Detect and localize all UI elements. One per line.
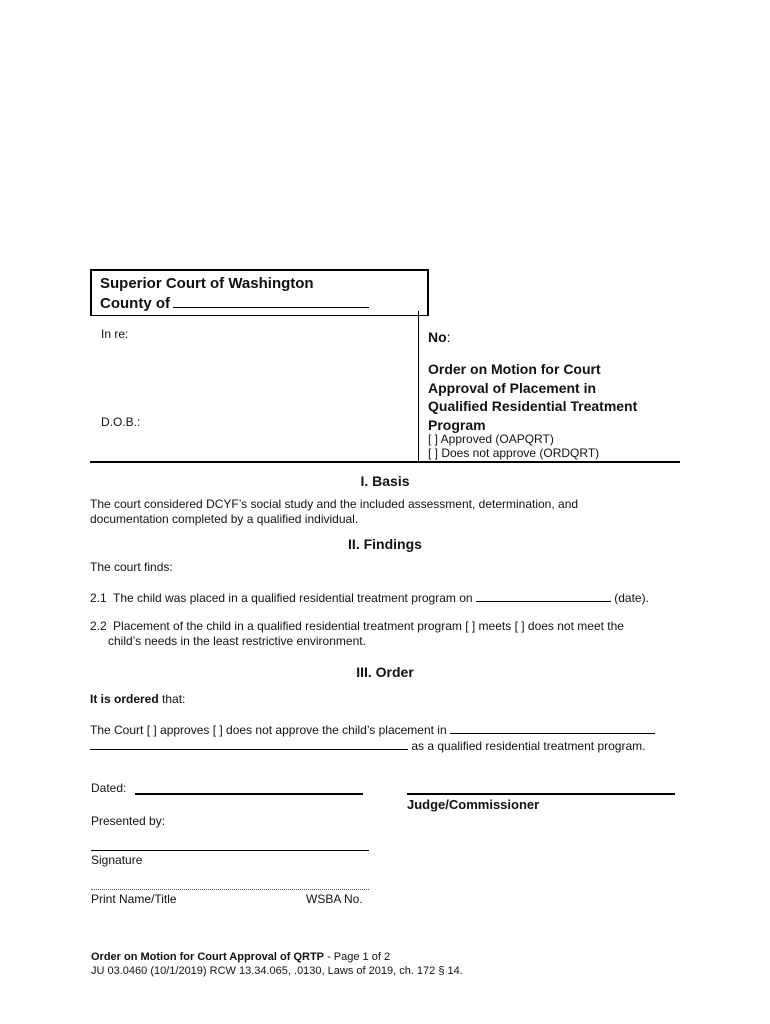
option-approved[interactable]: [ ] Approved (OAPQRT) bbox=[428, 432, 554, 446]
footer-title-line bbox=[91, 950, 463, 964]
caption-divider bbox=[418, 311, 419, 461]
it-is-ordered bbox=[90, 692, 185, 707]
judge-label: Judge/Commissioner bbox=[407, 797, 540, 812]
no-colon: : bbox=[446, 329, 451, 345]
finding-2-2 bbox=[90, 619, 690, 649]
court-name: Superior Court of Washington bbox=[100, 275, 314, 292]
order-text-line: The Court [ ] approves [ ] does not approve the child’s placement in bbox=[90, 723, 447, 737]
finding-text-cont: child’s needs in the least restrictive environment. bbox=[108, 634, 366, 648]
placement-facility-blank-cont[interactable] bbox=[90, 738, 408, 750]
finding-text: The child was placed in a qualified residential treatment program on bbox=[113, 591, 473, 605]
basis-text-line: The court considered DCYF’s social study and the included assessment, determination, and bbox=[90, 497, 579, 511]
county-blank[interactable] bbox=[173, 293, 369, 308]
order-title-line: Qualified Residential Treatment bbox=[428, 398, 638, 414]
order-text-line: as a qualified residential treatment program. bbox=[411, 739, 646, 753]
order-title-line: Approval of Placement in bbox=[428, 379, 597, 396]
basis-text bbox=[90, 497, 690, 527]
finding-number: 2.1 bbox=[90, 591, 107, 605]
footer-title: Order on Motion for Court Approval of QRTP bbox=[91, 951, 325, 963]
finding-number: 2.2 bbox=[90, 619, 107, 633]
print-name-line[interactable] bbox=[91, 889, 369, 890]
signature-line[interactable] bbox=[91, 850, 369, 851]
dated-line[interactable] bbox=[135, 793, 363, 795]
basis-heading: I. Basis bbox=[360, 473, 410, 489]
basis-text-line: documentation completed by a qualified individual. bbox=[90, 512, 359, 526]
footer-citation: JU 03.0460 (10/1/2019) RCW 13.34.065, .0130, Laws of 2019, ch. 172 § 14. bbox=[91, 965, 463, 977]
caption-bottom-rule bbox=[90, 461, 680, 463]
finding-2-1 bbox=[90, 590, 690, 606]
order-title-line: Order on Motion for Court bbox=[428, 361, 601, 377]
judge-signature-line[interactable] bbox=[407, 793, 675, 795]
order-heading: III. Order bbox=[356, 664, 414, 680]
finding-text: Placement of the child in a qualified residential treatment program [ ] meets [ ] does not meet the bbox=[113, 619, 624, 633]
county-line bbox=[100, 293, 427, 313]
placement-date-blank[interactable] bbox=[476, 590, 611, 602]
ordered-rest: that: bbox=[158, 692, 186, 706]
footer bbox=[91, 950, 463, 978]
findings-heading: II. Findings bbox=[348, 536, 422, 552]
no-label: No bbox=[428, 329, 447, 345]
order-text bbox=[90, 722, 690, 754]
court-finds: The court finds: bbox=[90, 560, 173, 574]
footer-page-info: - Page 1 of 2 bbox=[324, 951, 391, 963]
dob-label: D.O.B.: bbox=[101, 415, 141, 429]
order-options bbox=[428, 432, 599, 460]
dated-label: Dated: bbox=[91, 781, 127, 795]
order-title bbox=[428, 360, 688, 434]
county-label: County of bbox=[100, 295, 170, 312]
placement-facility-blank[interactable] bbox=[450, 722, 655, 734]
ordered-bold: It is ordered bbox=[90, 692, 159, 706]
date-suffix: (date). bbox=[614, 591, 649, 605]
order-title-line: Program bbox=[428, 416, 486, 433]
court-header-box bbox=[90, 269, 429, 316]
wsba-label: WSBA No. bbox=[306, 892, 363, 906]
presented-by: Presented by: bbox=[91, 814, 166, 828]
option-not-approved[interactable]: [ ] Does not approve (ORDQRT) bbox=[428, 446, 600, 460]
case-number-field[interactable] bbox=[428, 329, 451, 345]
in-re-label: In re: bbox=[101, 327, 129, 341]
signature-label: Signature bbox=[91, 853, 143, 867]
print-name-label: Print Name/Title bbox=[91, 892, 177, 906]
